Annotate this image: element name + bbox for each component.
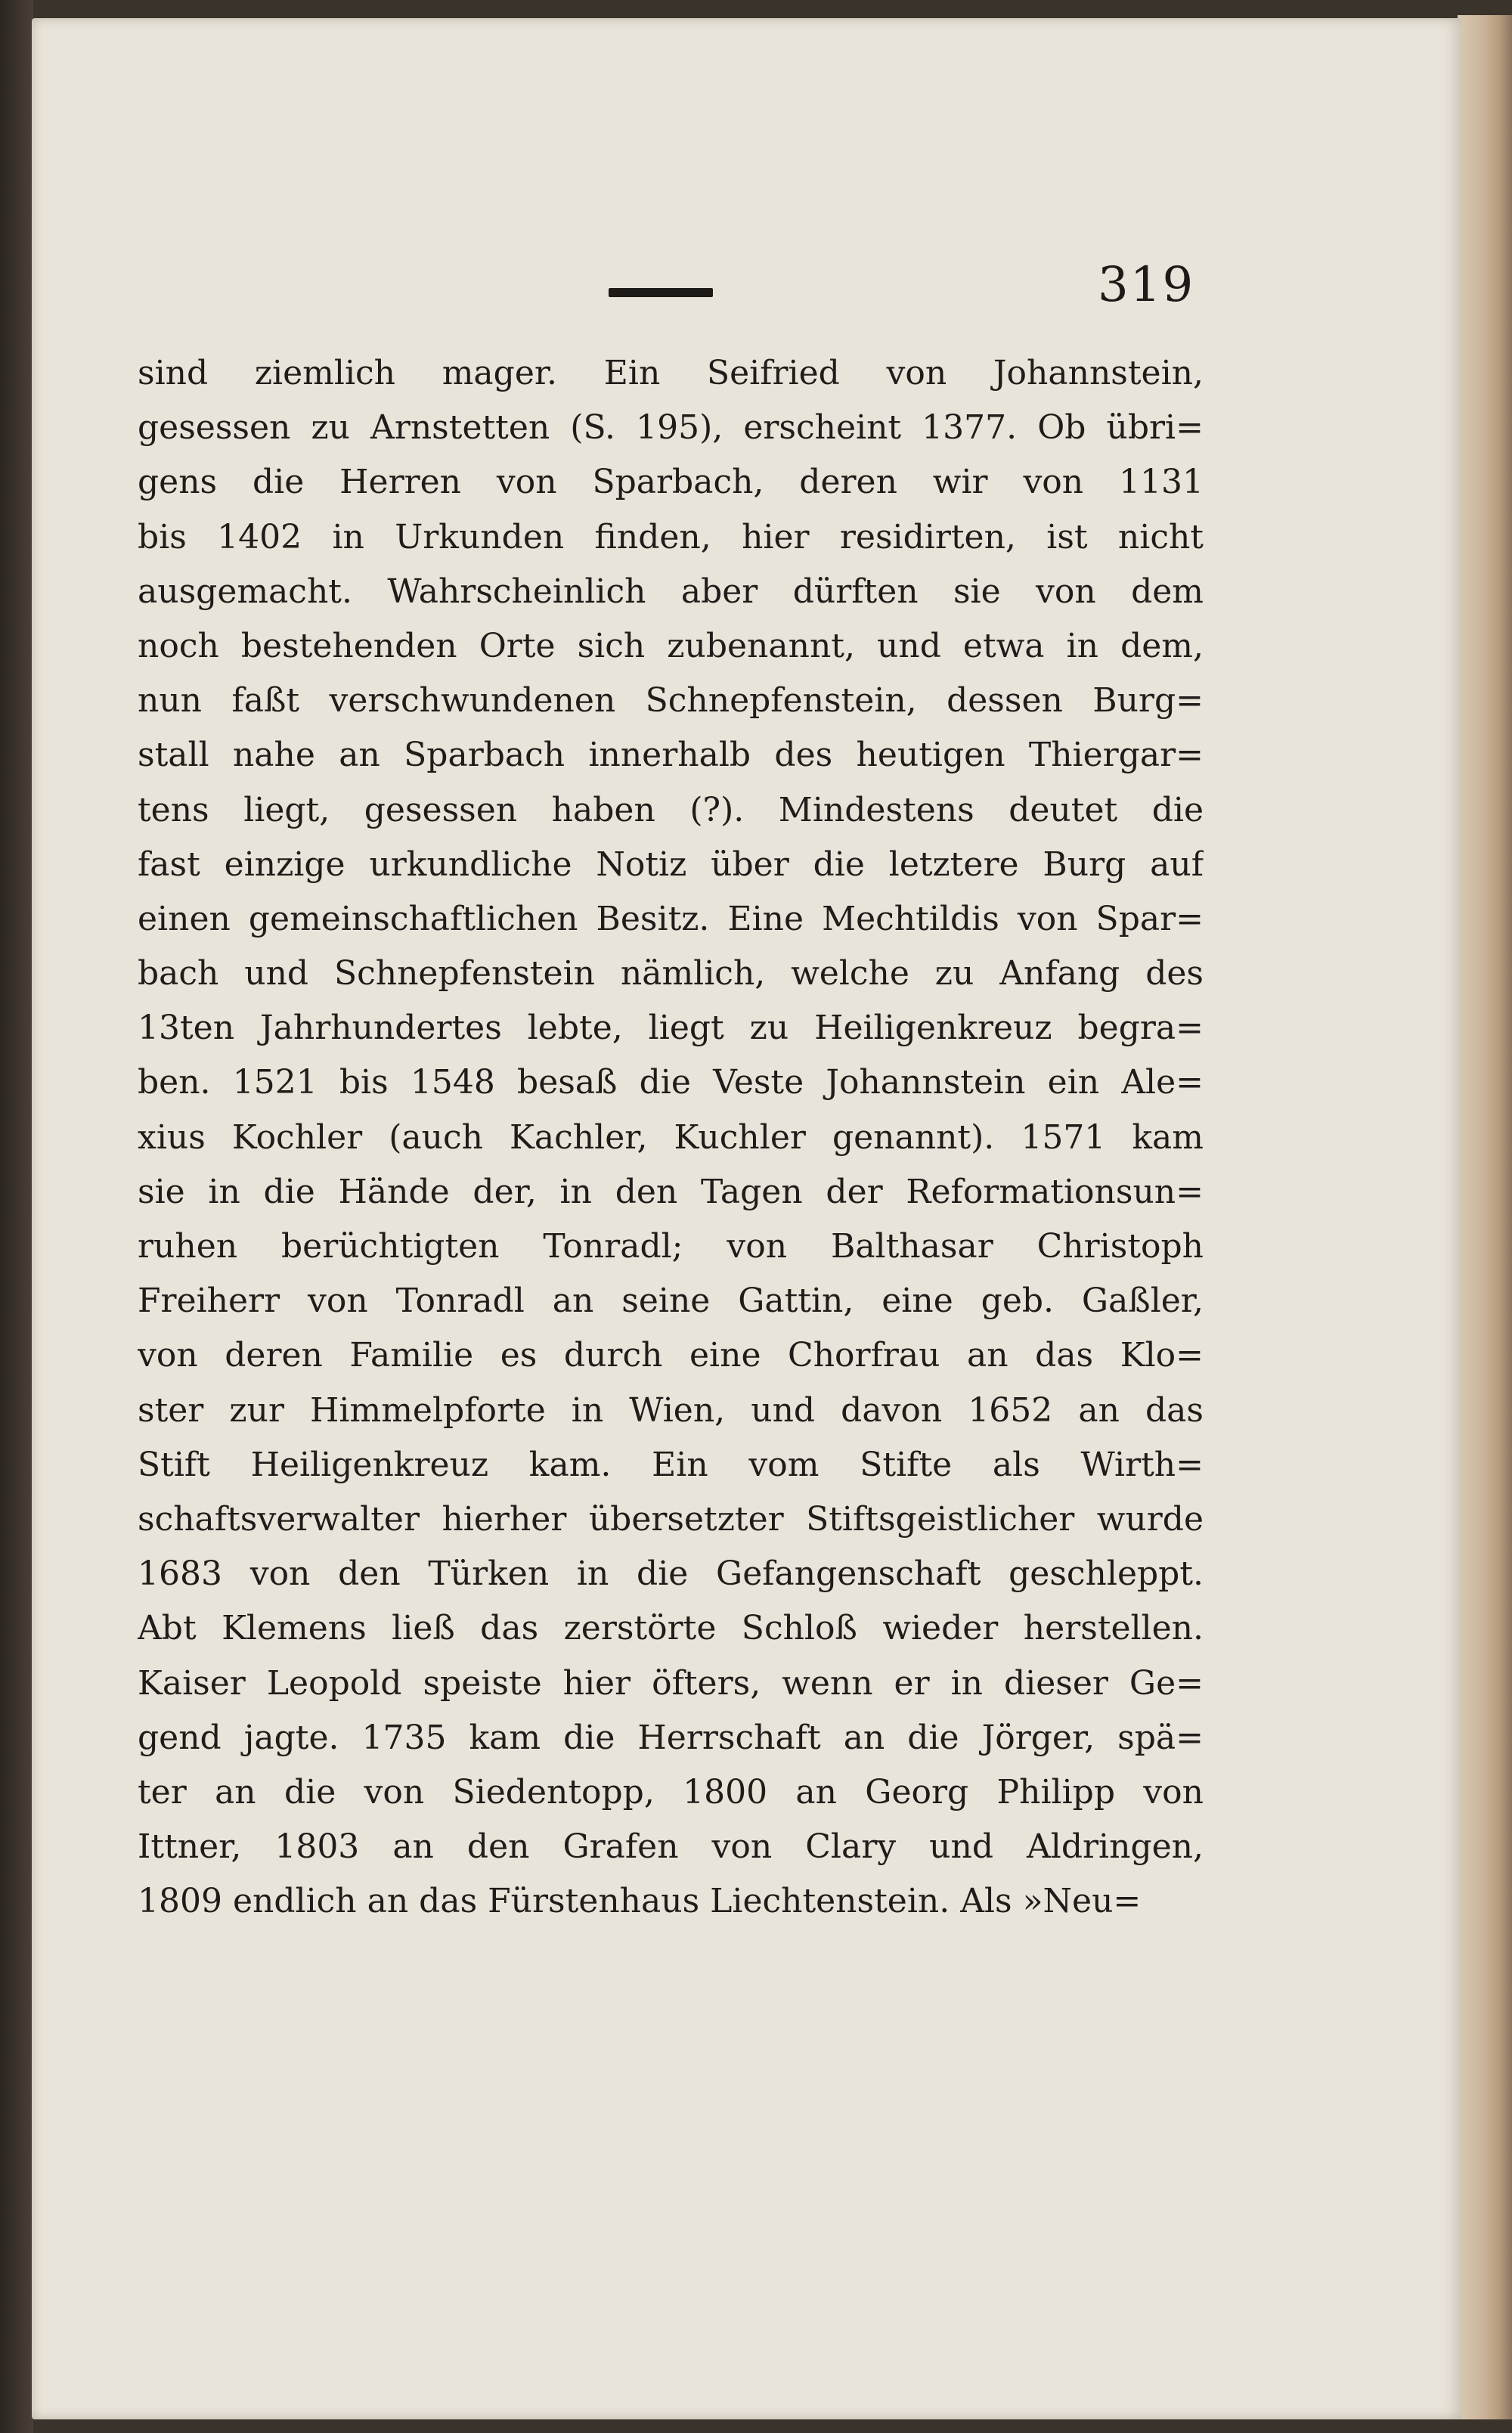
- header-rule: [609, 288, 713, 297]
- text-line: von deren Familie es durch eine Chorfrau an das Klo=: [138, 1336, 1204, 1375]
- page-edge-stack: [1458, 15, 1512, 2419]
- text-line: ben. 1521 bis 1548 besaß die Veste Johannstein ein Ale=: [138, 1063, 1204, 1102]
- text-line: sie in die Hände der, in den Tagen der Reformationsun=: [138, 1172, 1204, 1211]
- text-line: bach und Schnepfenstein nämlich, welche zu Anfang des: [138, 954, 1204, 993]
- text-line: ster zur Himmelpforte in Wien, und davon 1652 an das: [138, 1390, 1204, 1430]
- text-line: gend jagte. 1735 kam die Herrschaft an die Jörger, spä=: [138, 1718, 1204, 1757]
- text-line: bis 1402 in Urkunden finden, hier residirten, ist nicht: [138, 517, 1204, 556]
- text-line: gens die Herren von Sparbach, deren wir von 1131: [138, 463, 1204, 502]
- text-line: gesessen zu Arnstetten (S. 195), erscheint 1377. Ob übri=: [138, 408, 1204, 448]
- text-line: ruhen berüchtigten Tonradl; von Balthasar Christoph: [138, 1227, 1204, 1266]
- text-line: Kaiser Leopold speiste hier öfters, wenn er in dieser Ge=: [138, 1663, 1204, 1703]
- book-gutter: [0, 0, 33, 2433]
- text-line: ausgemacht. Wahrscheinlich aber dürften sie von dem: [138, 572, 1204, 611]
- text-line: ter an die von Siedentopp, 1800 an Georg Philipp von: [138, 1772, 1204, 1812]
- text-line: 13ten Jahrhundertes lebte, liegt zu Heiligenkreuz begra=: [138, 1009, 1204, 1048]
- text-line: 1683 von den Türken in die Gefangenschaft geschleppt.: [138, 1554, 1204, 1594]
- text-line: noch bestehenden Orte sich zubenannt, und etwa in dem,: [138, 626, 1204, 665]
- text-line: sind ziemlich mager. Ein Seifried von Johannstein,: [138, 354, 1204, 392]
- text-line: einen gemeinschaftlichen Besitz. Eine Mechtildis von Spar=: [138, 899, 1204, 938]
- text-line: stall nahe an Sparbach innerhalb des heutigen Thiergar=: [138, 736, 1204, 775]
- text-line: 1809 endlich an das Fürstenhaus Liechtenstein. Als »Neu=: [138, 1882, 1142, 1921]
- text-line: Abt Klemens ließ das zerstörte Schloß wieder herstellen.: [138, 1609, 1204, 1648]
- body-text: [138, 346, 1204, 1929]
- text-line: tens liegt, gesessen haben (?). Mindestens deutet die: [138, 790, 1204, 829]
- text-line: fast einzige urkundliche Notiz über die letztere Burg auf: [138, 845, 1204, 884]
- text-line: Ittner, 1803 an den Grafen von Clary und Aldringen,: [138, 1827, 1204, 1867]
- text-line: schaftsverwalter hierher übersetzter Stiftsgeistlicher wurde: [138, 1499, 1204, 1539]
- text-line: xius Kochler (auch Kachler, Kuchler genannt). 1571 kam: [138, 1117, 1204, 1157]
- text-line: nun faßt verschwundenen Schnepfenstein, dessen Burg=: [138, 681, 1204, 721]
- text-line: Stift Heiligenkreuz kam. Ein vom Stifte als Wirth=: [138, 1445, 1204, 1484]
- page-number: 319: [1098, 257, 1195, 313]
- text-line: Freiherr von Tonradl an seine Gattin, eine geb. Gaßler,: [138, 1282, 1204, 1321]
